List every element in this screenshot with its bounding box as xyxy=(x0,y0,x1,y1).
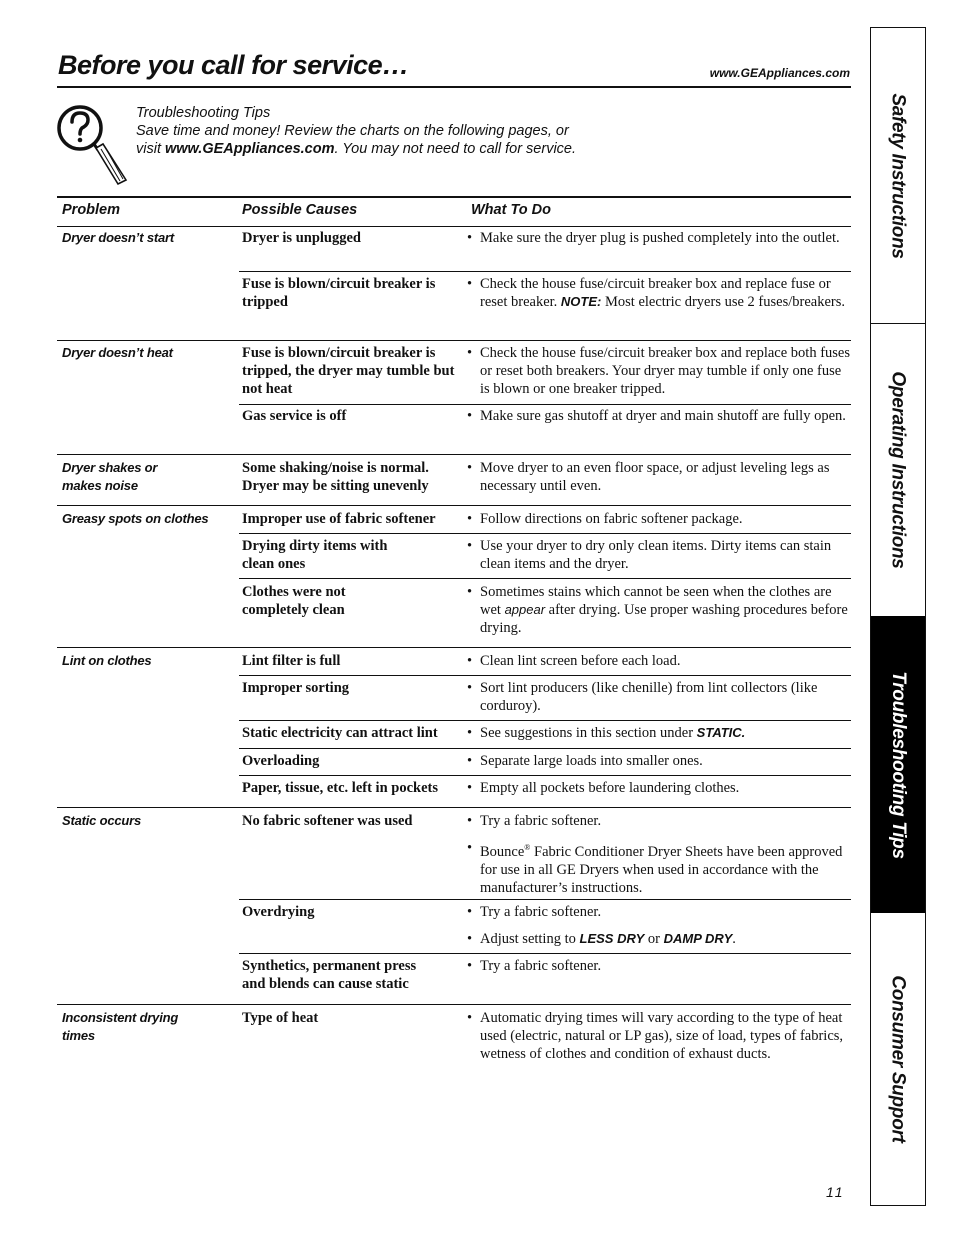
cause-overloading: Overloading xyxy=(242,753,320,769)
cause-unplugged: Dryer is unplugged xyxy=(242,230,361,246)
problem-greasy-spots: Greasy spots on clothes xyxy=(62,511,209,526)
title-rule xyxy=(57,86,851,88)
cause-type-of-heat: Type of heat xyxy=(242,1010,319,1026)
website-url[interactable]: www.GEAppliances.com xyxy=(709,66,850,80)
intro-url-link[interactable]: www.GEAppliances.com xyxy=(165,141,335,157)
todo-static-lint: • See suggestions in this section under STATIC. xyxy=(467,725,746,741)
cause-overdrying: Overdrying xyxy=(242,904,315,920)
cause-pockets: Paper, tissue, etc. left in pockets xyxy=(242,780,438,796)
row-divider xyxy=(239,775,851,776)
row-divider xyxy=(239,271,851,272)
cause-fuse-tripped-tumble: Fuse is blown/circuit breaker is tripped, the dryer may tumble but not heat xyxy=(242,345,455,397)
header-top-rule xyxy=(57,196,851,198)
problem-inconsistent-times: Inconsistent drying times xyxy=(62,1010,179,1043)
row-divider xyxy=(239,578,851,579)
cause-static-lint: Static electricity can attract lint xyxy=(242,725,438,741)
cause-not-clean: Clothes were not completely clean xyxy=(242,584,346,618)
todo-dirty-items: • Use your dryer to dry only clean items. Dirty items can stain clean items and the dryer. xyxy=(467,538,832,572)
section-tabs xyxy=(870,27,926,1206)
section-divider xyxy=(57,454,851,455)
cause-dirty-items: Drying dirty items with clean ones xyxy=(242,538,388,572)
todo-lint-filter-full: • Clean lint screen before each load. xyxy=(467,653,681,669)
row-divider xyxy=(239,533,851,534)
cause-synthetics: Synthetics, permanent press and blends can cause static xyxy=(242,958,417,992)
tab-operating-instructions[interactable]: Operating Instructions xyxy=(888,371,910,569)
page-number: 11 xyxy=(826,1184,845,1200)
header-bottom-rule xyxy=(57,226,851,227)
row-divider xyxy=(239,953,851,954)
todo-improper-sorting: • Sort lint producers (like chenille) from lint collectors (like corduroy). xyxy=(467,680,818,714)
row-divider xyxy=(239,899,851,900)
section-divider xyxy=(57,505,851,506)
todo-fuse-tripped-tumble: • Check the house fuse/circuit breaker box and replace both fuses or reset both breakers. Your dryer may tumble if only one fuse is blown or one breaker tripped. xyxy=(467,345,851,397)
todo-not-clean: • Sometimes stains which cannot be seen when the clothes are wet appear after drying. Use proper washing procedures before drying. xyxy=(467,584,848,636)
row-divider xyxy=(239,675,851,676)
magnifier-question-icon xyxy=(56,100,132,192)
section-divider xyxy=(57,647,851,648)
column-header-todo: What To Do xyxy=(471,202,551,218)
tab-consumer-support[interactable]: Consumer Support xyxy=(888,975,910,1143)
todo-synthetics: • Try a fabric softener. xyxy=(467,958,602,974)
cause-lint-filter-full: Lint filter is full xyxy=(242,653,341,669)
problem-static: Static occurs xyxy=(62,813,142,828)
row-divider xyxy=(239,748,851,749)
troubleshooting-intro xyxy=(136,104,576,158)
cause-no-softener: No fabric softener was used xyxy=(242,813,413,829)
cause-gas-off: Gas service is off xyxy=(242,408,347,424)
todo-pockets: • Empty all pockets before laundering clothes. xyxy=(467,780,740,796)
todo-type-of-heat: • Automatic drying times will vary according to the type of heat used (electric, natural or LP gas), size of load, types of fabrics, wetness of clothes and condition of exhaust ducts. xyxy=(467,1010,844,1062)
section-divider xyxy=(57,340,851,341)
column-header-causes: Possible Causes xyxy=(242,202,358,218)
row-divider xyxy=(239,720,851,721)
cause-fabric-softener-misuse: Improper use of fabric softener xyxy=(242,511,436,527)
tab-safety-instructions[interactable]: Safety Instructions xyxy=(888,92,909,259)
todo-fuse-blown: • Check the house fuse/circuit breaker box and replace fuse or reset breaker. NOTE: Most electric dryers use 2 fuses/breakers. xyxy=(467,276,845,310)
todo-fabric-softener-misuse: • Follow directions on fabric softener package. xyxy=(467,511,743,527)
todo-unplugged: • Make sure the dryer plug is pushed completely into the outlet. xyxy=(467,230,840,246)
intro-heading: Troubleshooting Tips xyxy=(136,105,271,121)
tab-troubleshooting-tips[interactable]: Troubleshooting Tips xyxy=(871,616,925,913)
problem-dryer-doesnt-heat: Dryer doesn’t heat xyxy=(62,345,173,360)
todo-no-softener: • Try a fabric softener. • Bounce® Fabric Conditioner Dryer Sheets have been approved for use in all GE Dryers when used in accordance with the manufacturer’s instructions. xyxy=(467,813,843,896)
problem-dryer-doesnt-start: Dryer doesn’t start xyxy=(62,230,175,245)
column-header-problem: Problem xyxy=(62,202,121,218)
todo-overloading: • Separate large loads into smaller ones. xyxy=(467,753,703,769)
row-divider xyxy=(239,404,851,405)
cause-fuse-blown: Fuse is blown/circuit breaker is tripped xyxy=(242,276,436,310)
todo-gas-off: • Make sure gas shutoff at dryer and main shutoff are fully open. xyxy=(467,408,846,424)
todo-overdrying: • Try a fabric softener. • Adjust setting to LESS DRY or DAMP DRY. xyxy=(467,904,736,947)
intro-line-2: visit www.GEAppliances.com. You may not need to call for service. xyxy=(136,141,577,157)
section-divider xyxy=(57,1004,851,1005)
intro-line-1: Save time and money! Review the charts on the following pages, or xyxy=(136,123,569,139)
section-divider xyxy=(57,807,851,808)
page-title: Before you call for service… xyxy=(58,50,409,80)
problem-shakes-noise: Dryer shakes or makes noise xyxy=(62,460,158,493)
todo-sitting-unevenly: • Move dryer to an even floor space, or adjust leveling legs as necessary until even. xyxy=(467,460,830,494)
cause-sitting-unevenly: Some shaking/noise is normal. Dryer may be sitting unevenly xyxy=(242,460,429,494)
problem-lint: Lint on clothes xyxy=(62,653,152,668)
cause-improper-sorting: Improper sorting xyxy=(242,680,350,696)
